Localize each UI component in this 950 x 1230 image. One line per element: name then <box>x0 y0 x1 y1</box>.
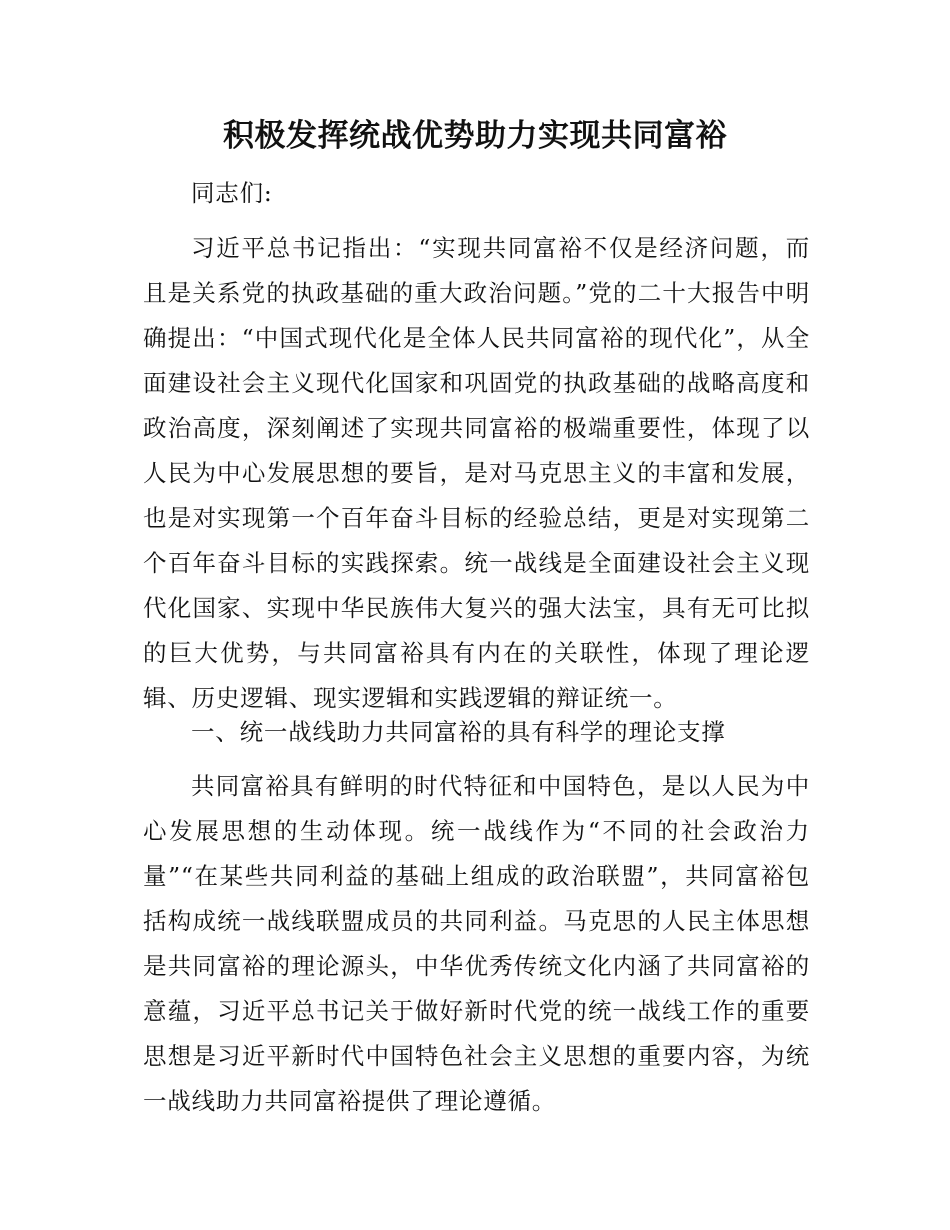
greeting: 同志们: <box>191 179 273 207</box>
paragraph-2-block <box>143 764 810 1124</box>
document-title: 积极发挥统战优势助力实现共同富裕 <box>223 118 727 154</box>
section-heading-1-block <box>143 710 810 755</box>
paragraph-2: 共同富裕具有鲜明的时代特征和中国特色，是以人民为中心发展思想的生动体现。统一战线作为“不同的社会政治力量”“在某些共同利益的基础上组成的政治联盟”，共同富裕包括构成统一战线联盟成员的共同利益。马克思的人民主体思想是共同富裕的理论源头，中华优秀传统文化内涵了共同富裕的意蕴，习近平总书记关于做好新时代党的统一战线工作的重要思想是习近平新时代中国特色社会主义思想的重要内容，为统一战线助力共同富裕提供了理论遵循。 <box>143 772 810 1115</box>
paragraph-1-block <box>143 226 810 721</box>
section-heading-1: 一、统一战线助力共同富裕的具有科学的理论支撑 <box>191 718 726 746</box>
paragraph-1: 习近平总书记指出：“实现共同富裕不仅是经济问题，而且是关系党的执政基础的重大政治问题。”党的二十大报告中明确提出：“中国式现代化是全体人民共同富裕的现代化”，从全面建设社会主义现代化国家和巩固党的执政基础的战略高度和政治高度，深刻阐述了实现共同富裕的极端重要性，体现了以人民为中心发展思想的要旨，是对马克思主义的丰富和发展，也是对实现第一个百年奋斗目标的经验总结，更是对实现第二个百年奋斗目标的实践探索。统一战线是全面建设社会主义现代化国家、实现中华民族伟大复兴的强大法宝，具有无可比拟的巨大优势，与共同富裕具有内在的关联性，体现了理论逻辑、历史逻辑、现实逻辑和实践逻辑的辩证统一。 <box>143 234 810 712</box>
greeting-block <box>143 171 810 216</box>
